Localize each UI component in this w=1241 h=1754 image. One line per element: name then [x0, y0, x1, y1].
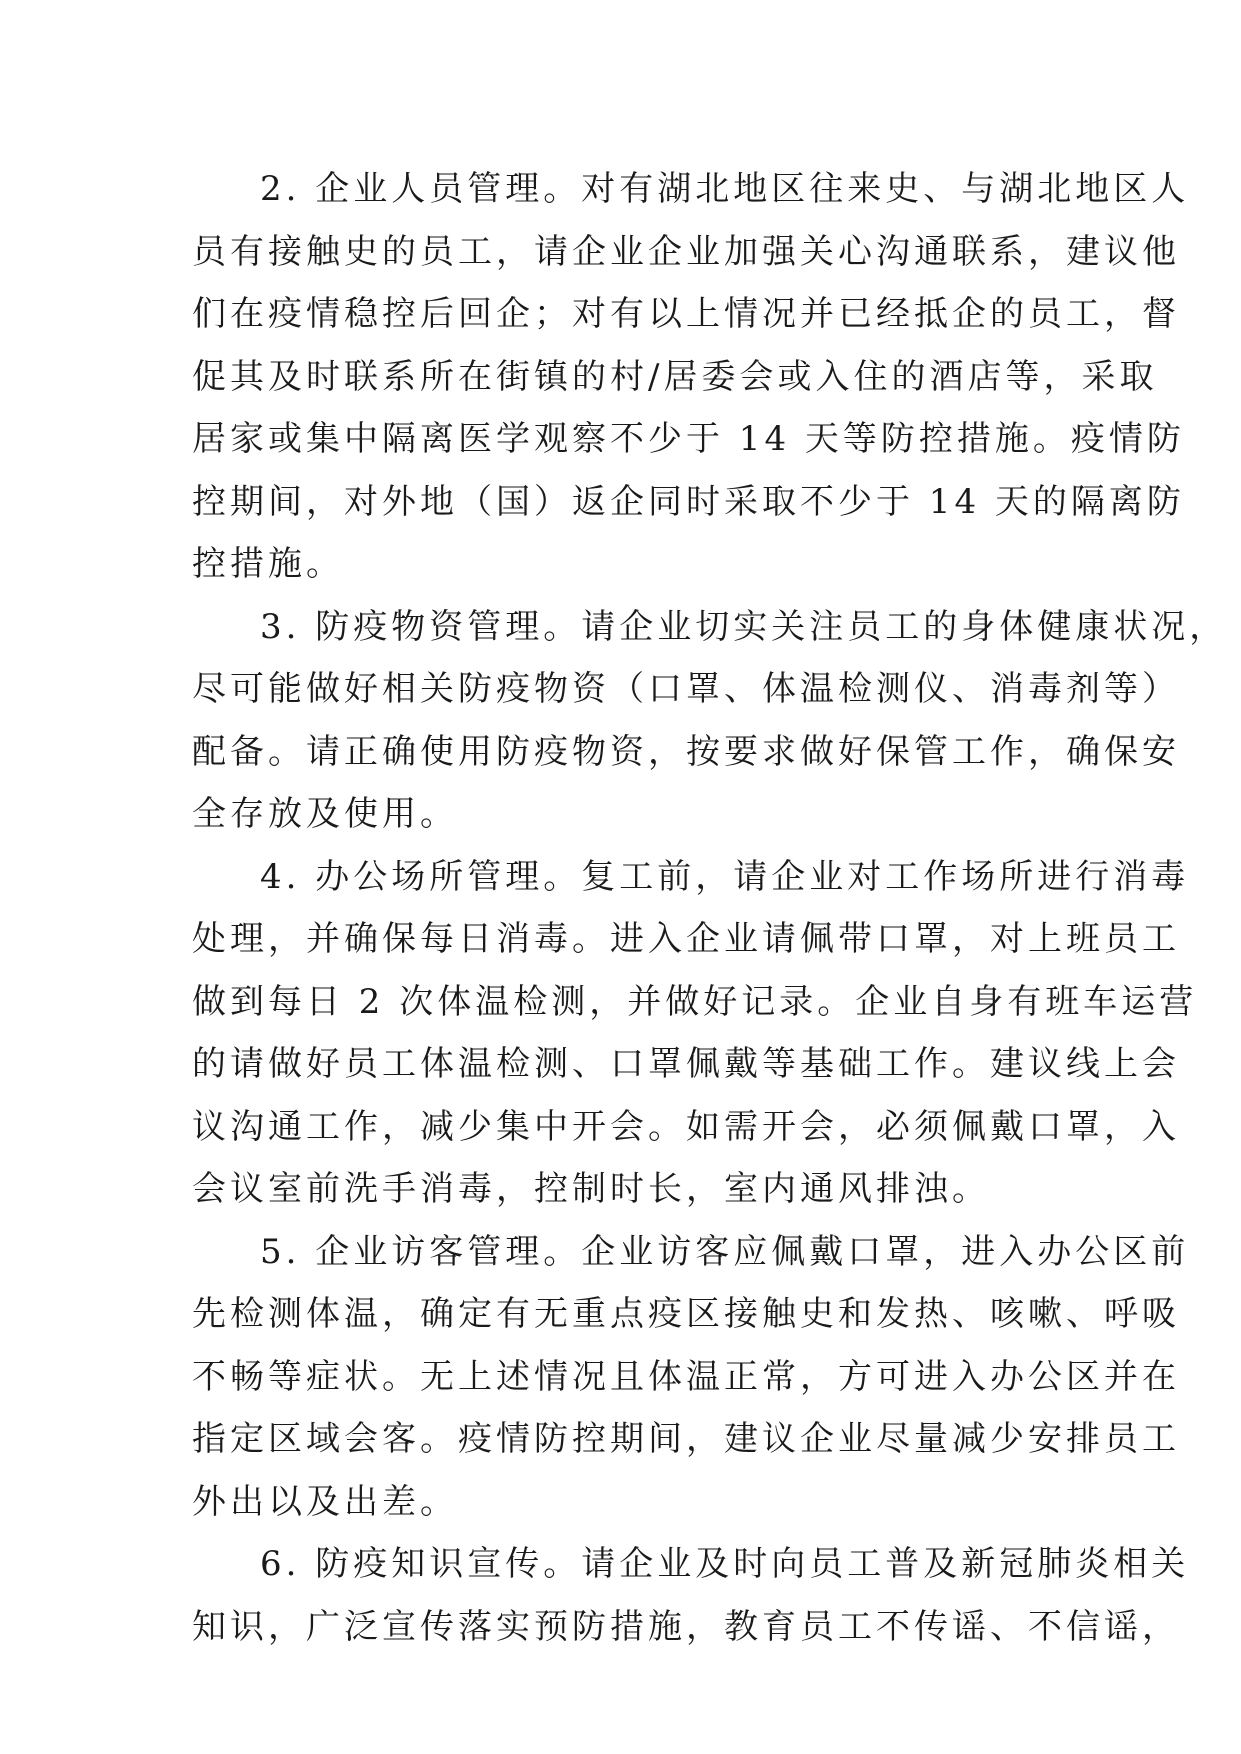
paragraph-line: 外出以及出差。	[192, 1481, 458, 1522]
paragraph-line: 6. 防疫知识宣传。请企业及时向员工普及新冠肺炎相关	[260, 1544, 1190, 1584]
paragraph-6-awareness	[192, 1533, 1190, 1658]
paragraph-line: 议沟通工作，减少集中开会。如需开会，必须佩戴口罩，入	[192, 1106, 1180, 1147]
paragraph-line: 处理，并确保每日消毒。进入企业请佩带口罩，对上班员工	[192, 919, 1180, 959]
paragraph-line: 知识，广泛宣传落实预防措施，教育员工不传谣、不信谣，	[192, 1606, 1180, 1647]
paragraph-line: 促其及时联系所在街镇的村/居委会或入住的酒店等，采取	[192, 356, 1158, 397]
document-body	[192, 158, 1228, 1658]
paragraph-4-office	[192, 846, 1198, 1221]
paragraph-line: 2. 企业人员管理。对有湖北地区往来史、与湖北地区人	[260, 169, 1190, 209]
paragraph-line: 的请做好员工体温检测、口罩佩戴等基础工作。建议线上会	[192, 1044, 1180, 1084]
paragraph-line: 先检测体温，确定有无重点疫区接触史和发热、咳嗽、呼吸	[192, 1294, 1180, 1334]
paragraph-line: 5. 企业访客管理。企业访客应佩戴口罩，进入办公区前	[260, 1231, 1190, 1272]
paragraph-5-visitors	[192, 1221, 1190, 1534]
paragraph-line: 不畅等症状。无上述情况且体温正常，方可进入办公区并在	[192, 1356, 1180, 1397]
paragraph-line: 配备。请正确使用防疫物资，按要求做好保管工作，确保安	[192, 731, 1180, 772]
paragraph-line: 指定区域会客。疫情防控期间，建议企业尽量减少安排员工	[192, 1419, 1180, 1459]
paragraph-line: 做到每日 2 次体温检测，并做好记录。企业自身有班车运营	[192, 981, 1198, 1022]
paragraph-line: 员有接触史的员工，请企业企业加强关心沟通联系，建议他	[192, 231, 1180, 272]
paragraph-line: 会议室前洗手消毒，控制时长，室内通风排浊。	[192, 1169, 990, 1209]
paragraph-line: 居家或集中隔离医学观察不少于 14 天等防控措施。疫情防	[192, 419, 1185, 459]
paragraph-line: 4. 办公场所管理。复工前，请企业对工作场所进行消毒	[260, 856, 1190, 897]
paragraph-3-supplies	[192, 596, 1228, 846]
paragraph-line: 3. 防疫物资管理。请企业切实关注员工的身体健康状况，	[260, 606, 1228, 647]
paragraph-line: 们在疫情稳控后回企；对有以上情况并已经抵企的员工，督	[192, 294, 1180, 334]
paragraph-line: 尽可能做好相关防疫物资（口罩、体温检测仪、消毒剂等）	[192, 669, 1180, 709]
paragraph-line: 控期间，对外地（国）返企同时采取不少于 14 天的隔离防	[192, 481, 1185, 522]
paragraph-2-personnel	[192, 158, 1190, 596]
paragraph-line: 控措施。	[192, 544, 344, 584]
paragraph-line: 全存放及使用。	[192, 794, 458, 834]
